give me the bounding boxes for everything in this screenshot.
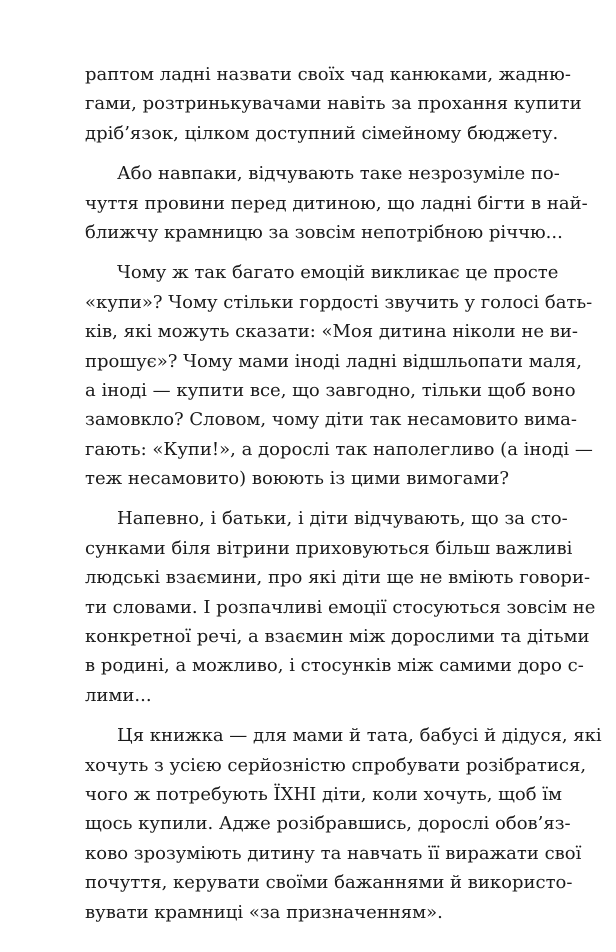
text-line: Напевно, і батьки, і діти відчувають, що за сто- <box>117 508 568 530</box>
paragraph <box>85 258 593 493</box>
text-line: конкретної речі, а взаємин між дорослими та дітьми <box>85 626 590 648</box>
text-line: «купи»? Чому стільки гордості звучить у голосі бать- <box>85 291 593 313</box>
text-line: почуття, керувати своїми бажаннями й використо- <box>85 872 573 894</box>
text-line: в родині, а можливо, і стосунків між самими доро с- <box>85 655 584 677</box>
text-line: вувати крамниці «за призначенням». <box>85 901 443 923</box>
text-line: а іноді — купити все, що завгодно, тільки щоб воно <box>85 379 576 401</box>
text-line: сунками біля вітрини приховуються більш важливі <box>85 537 573 559</box>
text-line: Або навпаки, відчувають таке незрозуміле по- <box>117 163 560 185</box>
text-line: ближчу крамницю за зовсім непотрібною річчю... <box>85 221 563 243</box>
text-line: щось купили. Адже розібравшись, дорослі обов’яз- <box>85 813 571 835</box>
text-line: ково зрозуміють дитину та навчать її виражати свої <box>85 842 582 864</box>
paragraph <box>85 60 582 148</box>
text-line: прошує»? Чому мами іноді ладні відшльопати маля, <box>85 350 582 372</box>
paragraph <box>85 504 596 710</box>
text-line: хочуть з усією серйозністю спробувати розібратися, <box>85 754 587 776</box>
text-line: гають: «Купи!», а дорослі так наполегливо (а іноді — <box>85 438 593 460</box>
text-line: Ця книжка — для мами й тата, бабусі й дідуся, які <box>117 725 602 747</box>
text-line: теж несамовито) воюють із цими вимогами? <box>85 468 510 490</box>
text-line: раптом ладні назвати своїх чад канюками, жадню- <box>85 64 571 85</box>
text-line: дріб’язок, цілком доступний сімейному бюджету. <box>85 122 559 144</box>
text-line: лими... <box>85 684 152 706</box>
text-line: чого ж потребують ЇХНІ діти, коли хочуть, щоб їм <box>85 783 563 805</box>
book-page <box>85 60 602 927</box>
text-line: замовкло? Словом, чому діти так несамовито вима- <box>85 409 577 431</box>
text-line: гами, розтринькувачами навіть за прохання купити <box>85 93 582 115</box>
paragraph <box>85 721 602 927</box>
text-line: чуття провини перед дитиною, що ладні бігти в най- <box>85 192 588 214</box>
text-line: ти словами. І розпачливі емоції стосуються зовсім не <box>85 596 596 618</box>
text-line: ків, які можуть сказати: «Моя дитина ніколи не ви- <box>85 321 578 343</box>
paragraph <box>85 159 588 247</box>
text-line: людські взаємини, про які діти ще не вміють говори- <box>85 567 591 589</box>
text-line: Чому ж так багато емоцій викликає це просте <box>117 262 559 284</box>
